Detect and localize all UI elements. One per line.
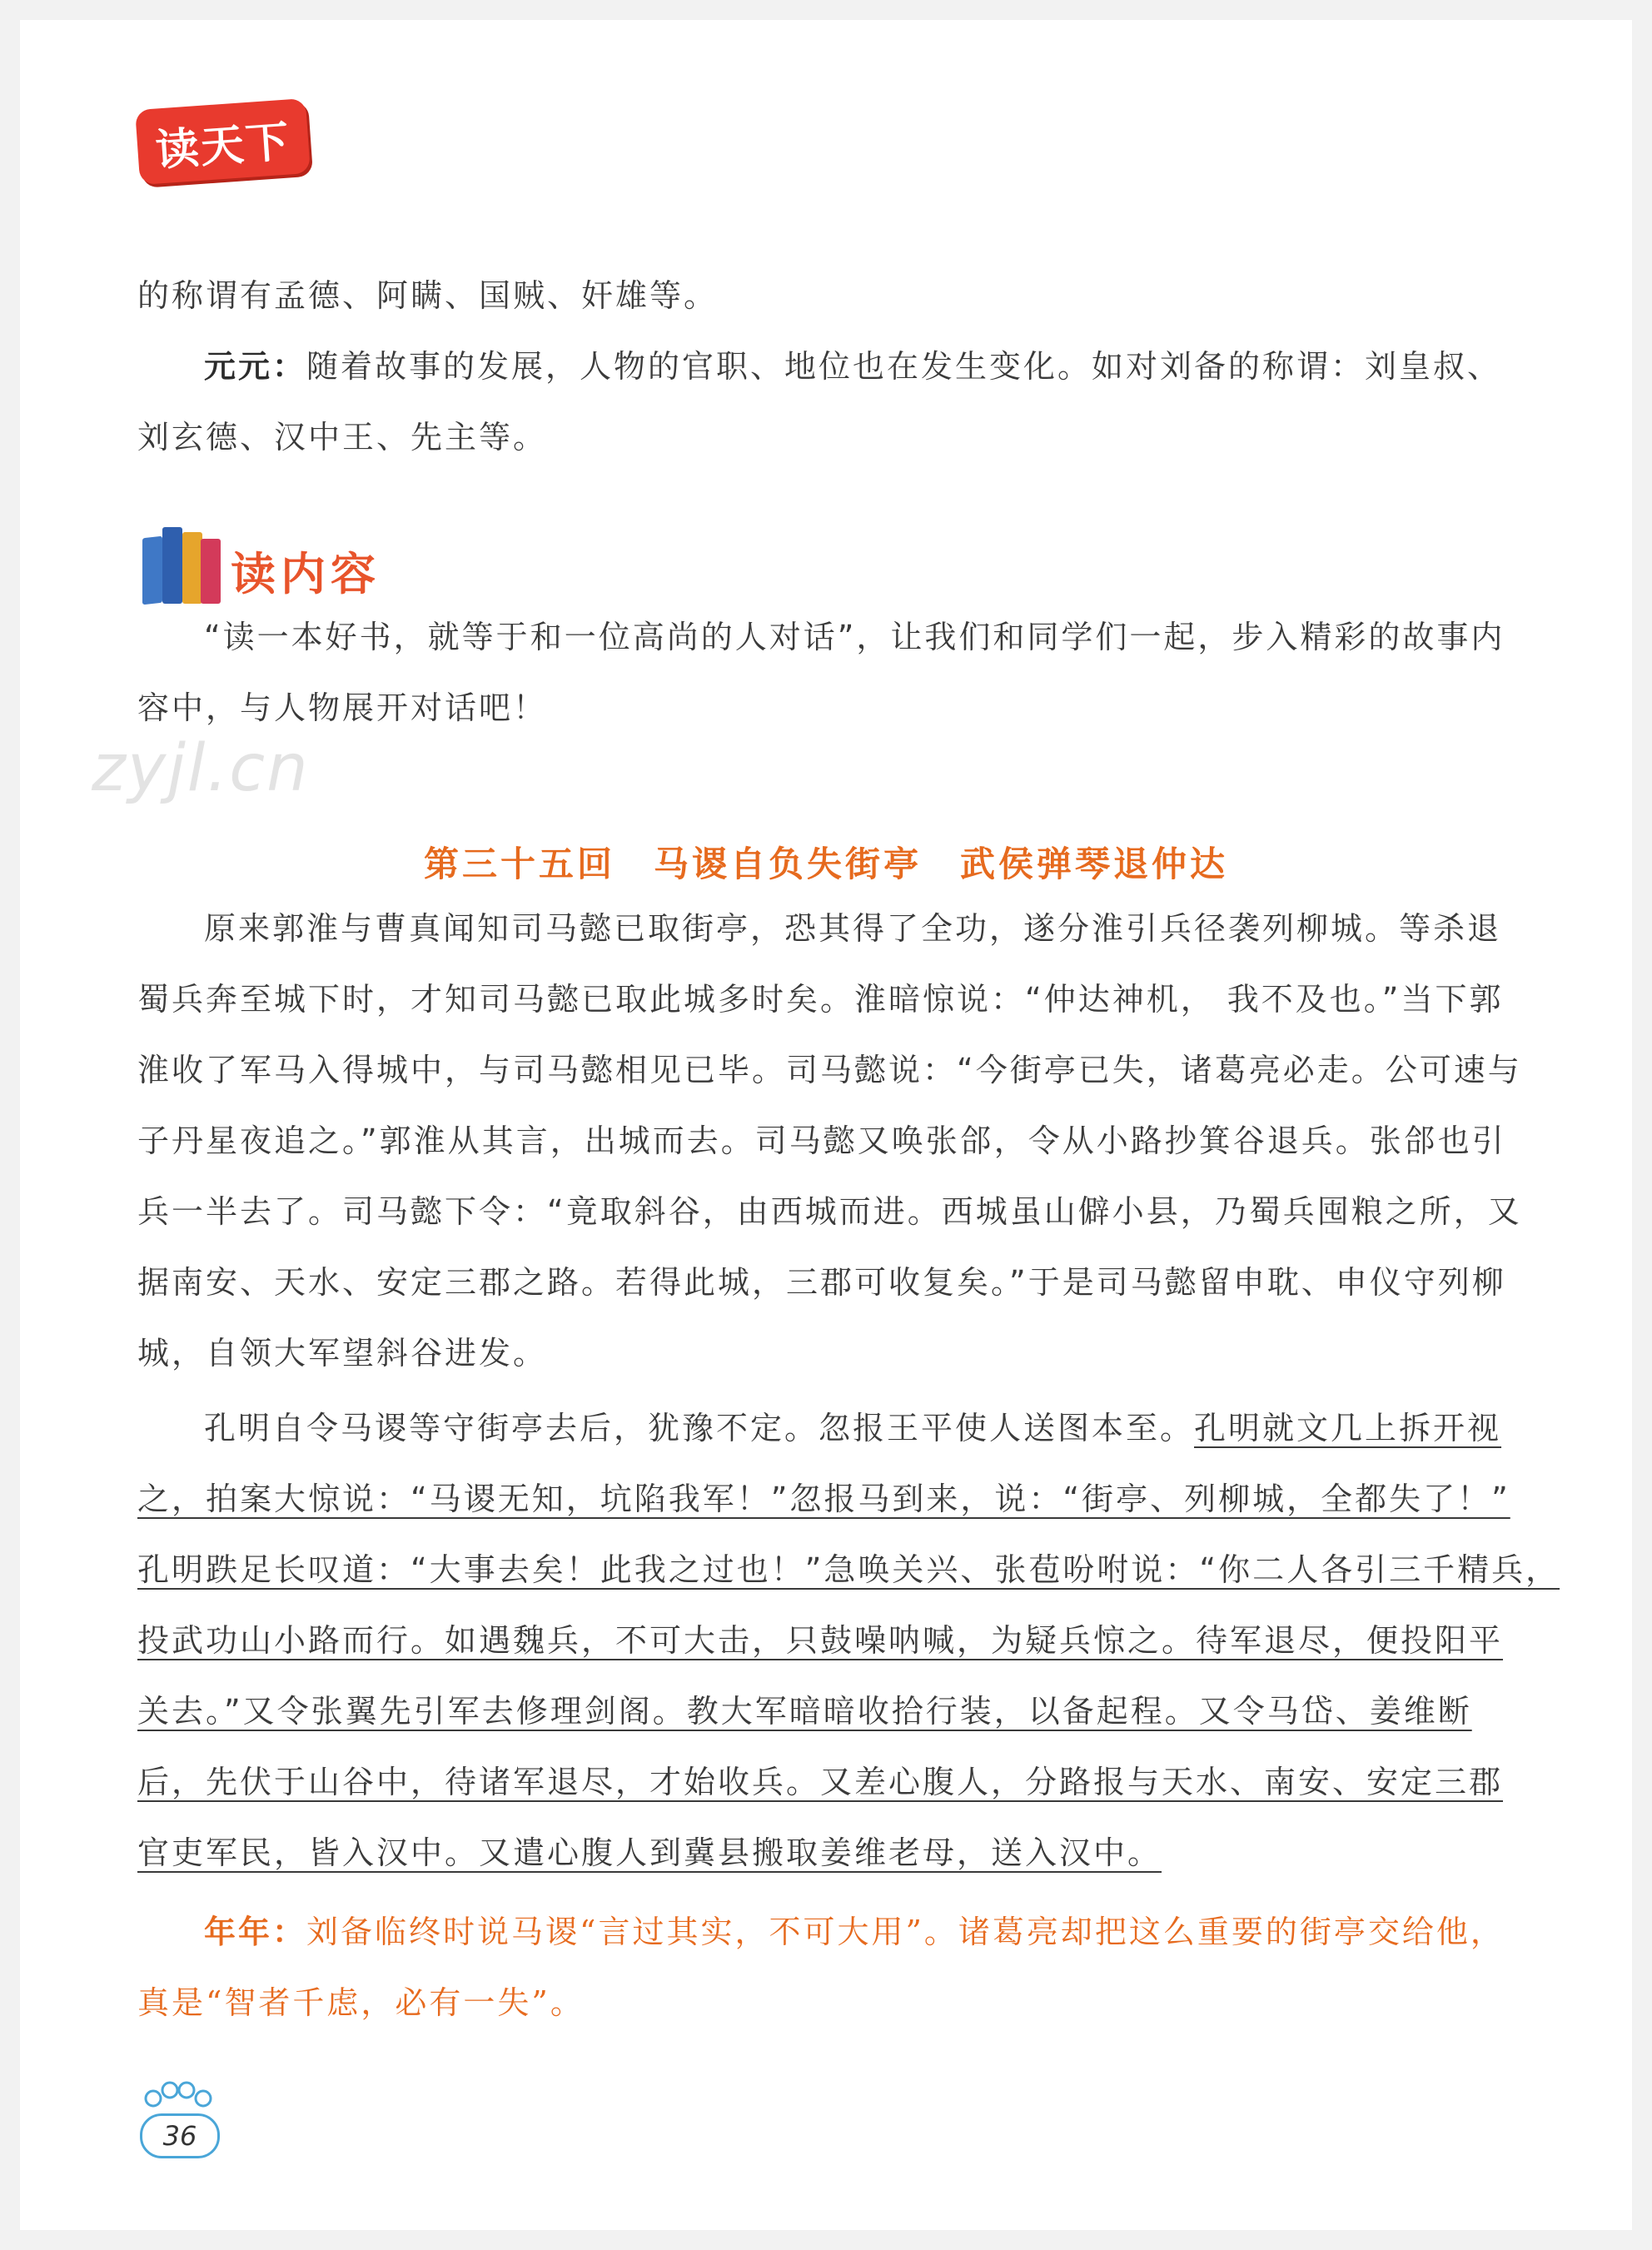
section-header bbox=[137, 529, 381, 604]
comment-line-2: 真是“智者千虑，必有一失”。 bbox=[137, 1984, 585, 2021]
para2-line-7: 官吏军民，皆入汉中。又遣心腹人到冀县搬取姜维老母，送入汉中。 bbox=[137, 1834, 1162, 1871]
books-icon bbox=[137, 520, 221, 604]
para2-line-6: 后，先伏于山谷中，待诸军退尽，才始收兵。又差心腹人，分路报与天水、南安、安定三郡 bbox=[137, 1764, 1504, 1800]
para1-line-3: 淮收了军马入得城中，与司马懿相见已毕。司马懿说：“今街亭已失，诸葛亮必走。公可速与 bbox=[137, 1052, 1522, 1088]
watermark: zyjl.cn bbox=[92, 731, 310, 806]
yuanyuan-text: 随着故事的发展，人物的官职、地位也在发生变化。如对刘备的称谓：刘皇叔、 bbox=[306, 348, 1502, 385]
para2-plain: 孔明自令马谡等守街亭去后，犹豫不定。忽报王平使人送图本至。 bbox=[204, 1410, 1195, 1446]
comment-line-1 bbox=[204, 1911, 1520, 1953]
chapter-title: 第三十五回 马谡自负失街亭 武侯弹琴退仲达 bbox=[423, 844, 1228, 884]
intro-line-1: 的称谓有孟德、阿瞒、国贼、奸雄等。 bbox=[137, 277, 719, 314]
comment-text: 刘备临终时说马谡“言过其实，不可大用”。诸葛亮却把这么重要的街亭交给他， bbox=[306, 1914, 1505, 1950]
para2-line-2: 之，拍案大惊说：“马谡无知，坑陷我军！”忽报马到来，说：“街亭、列柳城，全都失了！” bbox=[137, 1481, 1510, 1517]
para2-line-4: 投武功山小路而行。如遇魏兵，不可大击，只鼓噪呐喊，为疑兵惊之。待军退尽，便投阳平 bbox=[137, 1622, 1504, 1659]
para1-line-1: 原来郭淮与曹真闻知司马懿已取街亭，恐其得了全功，遂分淮引兵径袭列柳城。等杀退 bbox=[204, 910, 1502, 947]
intro-line-3: 刘玄德、汉中王、先主等。 bbox=[137, 419, 548, 455]
page-number: 36 bbox=[140, 2113, 220, 2158]
section-title: 读内容 bbox=[231, 548, 381, 600]
header-badge bbox=[135, 98, 311, 185]
section-intro-line-1: “读一本好书，就等于和一位高尚的人对话”，让我们和同学们一起，步入精彩的故事内 bbox=[204, 619, 1505, 655]
para2-line-3: 孔明跌足长叹道：“大事去矣！此我之过也！”急唤关兴、张苞吩咐说：“你二人各引三千精兵， bbox=[137, 1551, 1560, 1588]
para1-line-5: 兵一半去了。司马懿下令：“竟取斜谷，由西城而进。西城虽山僻小县，乃蜀兵囤粮之所，又 bbox=[137, 1193, 1522, 1230]
para1-line-7: 城，自领大军望斜谷进发。 bbox=[137, 1335, 548, 1371]
section-intro-line-2: 容中，与人物展开对话吧！ bbox=[137, 689, 548, 726]
speaker-niannian: 年年： bbox=[204, 1913, 307, 1950]
para1-line-4: 子丹星夜追之。”郭淮从其言，出城而去。司马懿又唤张郃，令从小路抄箕谷退兵。张郃也引 bbox=[137, 1123, 1506, 1159]
intro-line-2 bbox=[204, 346, 1520, 387]
para2-underlined: 孔明就文几上拆开视 bbox=[1194, 1410, 1502, 1446]
para1-line-6: 据南安、天水、安定三郡之路。若得此城，三郡可收复矣。”于是司马懿留申耽、申仪守列柳 bbox=[137, 1264, 1506, 1301]
para2-line-1 bbox=[204, 1407, 1520, 1449]
para2-line-5: 关去。”又令张翼先引军去修理剑阁。教大军暗暗收拾行装，以备起程。又令马岱、姜维断 bbox=[137, 1693, 1472, 1730]
speaker-yuanyuan: 元元： bbox=[204, 347, 307, 385]
para1-line-2: 蜀兵奔至城下时，才知司马懿已取此城多时矣。淮暗惊说：“仲达神机， 我不及也。”当下郭 bbox=[137, 981, 1504, 1018]
header-badge-text: 读天下 bbox=[153, 116, 292, 177]
